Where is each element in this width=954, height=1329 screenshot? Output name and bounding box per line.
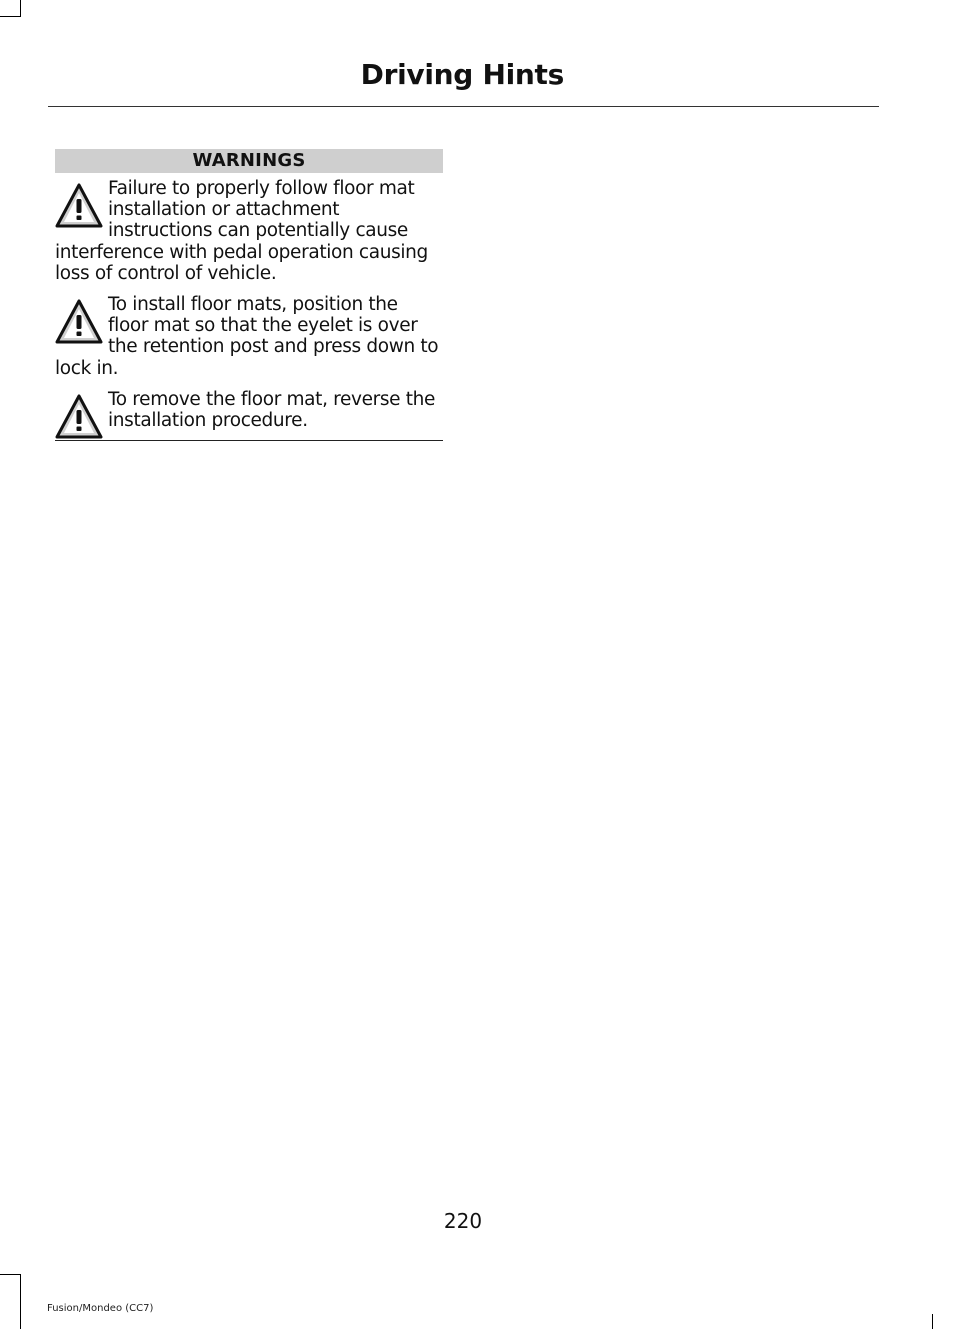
warning-item xyxy=(55,294,443,379)
warning-triangle-icon xyxy=(55,182,103,230)
title-divider xyxy=(48,106,879,107)
warnings-bottom-divider xyxy=(55,440,443,441)
warning-text: Failure to properly follow floor mat installation or attachment instructions can potentially cause interference with pedal operation causing loss of control of vehicle. xyxy=(55,178,428,284)
crop-mark-top-left-h xyxy=(0,16,21,17)
warning-text: To remove the floor mat, reverse the installation procedure. xyxy=(108,388,436,432)
warnings-heading: WARNINGS xyxy=(55,149,443,173)
warnings-box xyxy=(55,149,443,441)
warning-triangle-icon xyxy=(55,393,103,441)
crop-mark-bottom-left-h xyxy=(0,1274,21,1275)
page-number: 220 xyxy=(443,1209,483,1233)
footer-model: Fusion/Mondeo (CC7) xyxy=(47,1303,154,1314)
warning-item xyxy=(55,389,443,431)
crop-mark-top-left xyxy=(20,0,21,16)
page-title: Driving Hints xyxy=(360,58,564,91)
warning-text: To install floor mats, position the floor mat so that the eyelet is over the retention post and press down to lock in. xyxy=(55,294,439,379)
crop-mark-bottom-right xyxy=(932,1314,933,1329)
crop-mark-bottom-left xyxy=(20,1275,21,1329)
warning-triangle-icon xyxy=(55,298,103,346)
warning-item xyxy=(55,178,443,284)
